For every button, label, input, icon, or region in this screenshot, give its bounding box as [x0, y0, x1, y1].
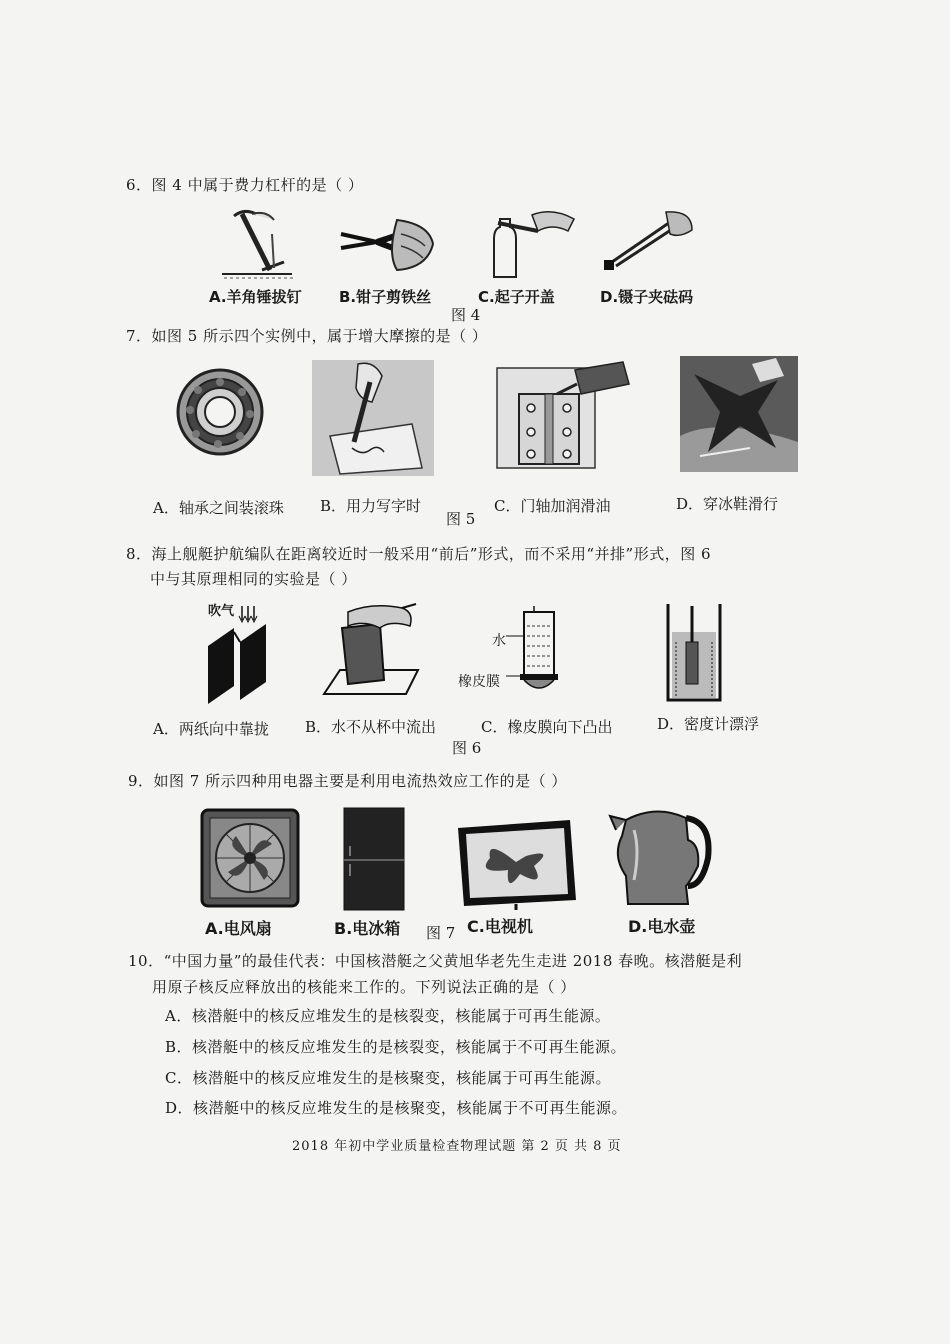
page-footer: 2018 年初中学业质量检查物理试题 第 2 页 共 8 页 [292, 1139, 622, 1154]
two-papers-image [200, 602, 276, 708]
q8-option-b: B．水不从杯中流出 [305, 718, 437, 736]
q9-option-d: D.电水壶 [628, 917, 696, 936]
q10-choice-c: C．核潜艇中的核反应堆发生的是核聚变，核能属于可再生能源。 [165, 1069, 611, 1087]
refrigerator-image [342, 806, 406, 912]
electric-fan-image [200, 808, 300, 910]
television-image [456, 818, 578, 910]
q7-option-b: B．用力写字时 [320, 497, 422, 515]
q10-stem-line1: 10．“中国力量”的最佳代表：中国核潜艇之父黄旭华老先生走进 2018 春晚。核潜艇是利 [128, 952, 743, 970]
q8-option-a: A．两纸向中靠拢 [153, 720, 269, 738]
q9-option-c: C.电视机 [467, 917, 533, 936]
pliers-image [337, 214, 437, 276]
q7-option-a: A．轴承之间装滚珠 [153, 499, 284, 517]
writing-image [312, 360, 434, 476]
bearing-image [170, 362, 270, 462]
rubber-membrane-label: 橡皮膜 [458, 674, 500, 690]
ice-skating-image [680, 356, 798, 472]
q6-stem: 6．图 4 中属于费力杠杆的是（ ） [126, 176, 364, 194]
bottle-opener-image [482, 205, 577, 281]
figure-4-caption: 图 4 [451, 306, 481, 324]
q10-choice-d: D．核潜艇中的核反应堆发生的是核聚变，核能属于不可再生能源。 [165, 1099, 628, 1117]
figure-5-caption: 图 5 [446, 510, 476, 528]
q10-choice-a: A．核潜艇中的核反应堆发生的是核裂变，核能属于可再生能源。 [165, 1007, 611, 1025]
q6-option-b: B.钳子剪铁丝 [339, 288, 432, 306]
q7-option-c: C．门轴加润滑油 [494, 497, 611, 515]
q9-option-a: A.电风扇 [205, 919, 272, 938]
q8-option-d: D．密度计漂浮 [657, 715, 760, 733]
hydrometer-image [664, 602, 724, 704]
electric-kettle-image [604, 800, 716, 910]
figure-7-caption: 图 7 [426, 924, 456, 942]
claw-hammer-image [212, 204, 302, 282]
q10-choice-b: B．核潜艇中的核反应堆发生的是核裂变，核能属于不可再生能源。 [165, 1038, 627, 1056]
q6-option-d: D.镊子夹砝码 [600, 288, 694, 306]
blow-air-label: 吹气 [208, 604, 235, 619]
tube-membrane-image [506, 604, 576, 696]
door-hinge-image [497, 360, 631, 468]
q9-option-b: B.电冰箱 [334, 919, 401, 938]
q7-stem: 7．如图 5 所示四个实例中，属于增大摩擦的是（ ） [126, 327, 488, 345]
q10-stem-line2: 用原子核反应释放出的核能来工作的。下列说法正确的是（ ） [152, 978, 576, 996]
q9-stem: 9．如图 7 所示四种用电器主要是利用电流热效应工作的是（ ） [128, 772, 567, 790]
q6-option-c: C.起子开盖 [478, 288, 555, 306]
cup-inverted-image [320, 598, 426, 700]
figure-6-caption: 图 6 [452, 739, 482, 757]
q8-option-c: C．橡皮膜向下凸出 [481, 718, 613, 736]
q6-option-a: A.羊角锤拔钉 [209, 288, 302, 306]
q8-stem-line2: 中与其原理相同的实验是（ ） [150, 570, 357, 588]
tweezers-image [600, 208, 695, 274]
water-label: 水 [492, 633, 506, 649]
q8-stem-line1: 8．海上舰艇护航编队在距离较近时一般采用“前后”形式，而不采用“并排”形式，图 6 [126, 545, 712, 563]
q7-option-d: D．穿冰鞋滑行 [676, 495, 779, 513]
